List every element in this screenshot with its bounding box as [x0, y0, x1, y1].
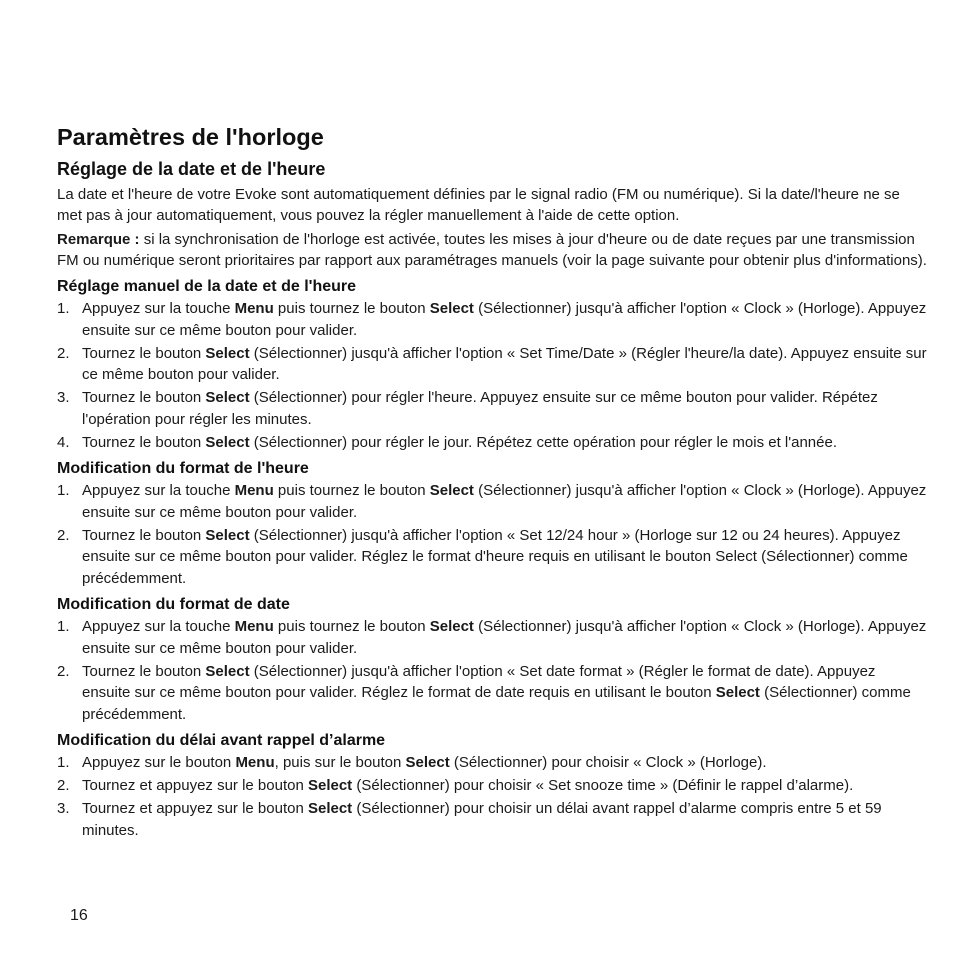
instruction-section	[57, 595, 927, 725]
step-text: (Sélectionner) pour régler le jour. Répétez cette opération pour régler le mois et l'année.	[249, 433, 837, 451]
section-heading: Réglage manuel de la date et de l'heure	[57, 278, 357, 295]
step-list	[57, 752, 927, 841]
step-item	[57, 432, 927, 454]
step-text: Tournez le bouton	[82, 526, 206, 544]
step-number: 2.	[57, 526, 70, 544]
button-name: Select	[205, 662, 250, 680]
note-label: Remarque :	[57, 231, 140, 248]
instruction-sections	[57, 277, 927, 841]
step-text: (Sélectionner) jusqu'à afficher l'option « Set date format » (Régler le format de date). Appuyez ensuite sur ce même bouton pour valider. Réglez le format de date requis en utilisant le bouton	[82, 662, 876, 701]
step-text: Appuyez sur la touche	[82, 300, 235, 317]
step-text: Appuyez sur le bouton	[82, 754, 236, 771]
button-name: Select	[405, 754, 450, 771]
step-list	[57, 298, 927, 453]
note-paragraph	[57, 229, 927, 271]
button-name: Select	[307, 800, 353, 817]
button-name: Select	[715, 684, 760, 701]
button-name: Select	[429, 300, 474, 317]
step-text: (Sélectionner) jusqu'à afficher l'option « Set Time/Date » (Régler l'heure/la date). Appuyez ensuite sur ce même bouton pour valider.	[82, 344, 927, 383]
section-heading: Modification du délai avant rappel d’alarme	[57, 732, 386, 749]
step-text: (Sélectionner) comme précédemment.	[82, 684, 911, 723]
step-text: Tournez le bouton	[82, 344, 206, 362]
step-item	[57, 525, 927, 590]
step-text: Tournez et appuyez sur le bouton	[82, 800, 308, 817]
button-name: Menu	[234, 300, 274, 317]
button-name: Select	[429, 618, 474, 635]
step-text: (Sélectionner) jusqu'à afficher l'option « Clock » (Horloge). Appuyez ensuite sur ce même bouton pour valider.	[82, 300, 927, 339]
section-heading: Modification du format de date	[57, 596, 290, 613]
step-text: (Sélectionner) jusqu'à afficher l'option « Clock » (Horloge). Appuyez ensuite sur ce même bouton pour valider.	[82, 482, 927, 521]
step-text: Appuyez sur la touche	[82, 482, 235, 499]
document-page	[57, 122, 927, 843]
button-name: Menu	[234, 618, 274, 635]
step-item	[57, 775, 927, 797]
step-item	[57, 343, 927, 386]
section-subtitle: Réglage de la date et de l'heure	[57, 159, 326, 179]
step-number: 2.	[57, 344, 70, 362]
step-text: (Sélectionner) jusqu'à afficher l'option « Set 12/24 hour » (Horloge sur 12 ou 24 heures). Appuyez ensuite sur ce même bouton pour valider. Réglez le format d'heure requis en utilisant le bouton Select (Sélectionner) comme précédemment.	[82, 526, 908, 587]
note-text: si la synchronisation de l'horloge est activée, toutes les mises à jour d'heure ou de date reçues par une transmission FM ou numérique seront prioritaires par rapport aux paramétrages manuels (voir la page suivante pour obtenir plus d'informations).	[57, 231, 927, 269]
step-text: Tournez le bouton	[82, 433, 206, 451]
step-number: 3.	[57, 389, 70, 406]
step-text: , puis sur le bouton	[274, 754, 406, 771]
button-name: Menu	[234, 482, 274, 499]
instruction-section	[57, 731, 927, 841]
step-text: Tournez et appuyez sur le bouton	[82, 777, 308, 794]
step-number: 1.	[57, 482, 70, 499]
section-heading: Modification du format de l'heure	[57, 460, 309, 477]
step-text: Appuyez sur la touche	[82, 618, 235, 635]
button-name: Select	[205, 344, 250, 362]
step-number: 4.	[57, 433, 70, 451]
step-text: puis tournez le bouton	[273, 482, 430, 499]
button-name: Menu	[235, 754, 275, 771]
instruction-section	[57, 277, 927, 453]
step-item	[57, 387, 927, 430]
step-text: (Sélectionner) pour choisir « Clock » (Horloge).	[449, 754, 767, 771]
step-item	[57, 752, 927, 774]
step-list	[57, 480, 927, 589]
step-number: 1.	[57, 300, 70, 317]
step-item	[57, 798, 927, 841]
step-text: puis tournez le bouton	[273, 618, 430, 635]
step-item	[57, 616, 927, 659]
page-number: 16	[70, 907, 88, 924]
page-title: Paramètres de l'horloge	[57, 124, 324, 150]
step-text: Tournez le bouton	[82, 389, 206, 406]
step-number: 2.	[57, 777, 70, 794]
step-text: Tournez le bouton	[82, 662, 206, 680]
button-name: Select	[205, 389, 250, 406]
step-list	[57, 616, 927, 725]
step-item	[57, 480, 927, 523]
step-number: 1.	[57, 754, 70, 771]
button-name: Select	[205, 526, 250, 544]
step-text: puis tournez le bouton	[273, 300, 430, 317]
button-name: Select	[205, 433, 250, 451]
button-name: Select	[429, 482, 474, 499]
instruction-section	[57, 459, 927, 589]
step-text: (Sélectionner) jusqu'à afficher l'option « Clock » (Horloge). Appuyez ensuite sur ce même bouton pour valider.	[82, 618, 927, 657]
step-text: (Sélectionner) pour choisir un délai avant rappel d’alarme compris entre 5 et 59 minutes.	[82, 800, 882, 839]
button-name: Select	[307, 777, 353, 794]
step-number: 3.	[57, 800, 70, 817]
step-text: (Sélectionner) pour régler l'heure. Appuyez ensuite sur ce même bouton pour valider. Répétez l'opération pour régler les minutes.	[82, 389, 878, 428]
step-number: 1.	[57, 618, 70, 635]
step-text: (Sélectionner) pour choisir « Set snooze time » (Définir le rappel d’alarme).	[352, 777, 854, 794]
step-item	[57, 298, 927, 341]
step-number: 2.	[57, 662, 70, 680]
intro-paragraph: La date et l'heure de votre Evoke sont automatiquement définies par le signal radio (FM ou numérique). Si la date/l'heure ne se met pas à jour automatiquement, vous pouvez la régler manuellement à l'aide de cette option.	[57, 186, 900, 224]
step-item	[57, 661, 927, 726]
